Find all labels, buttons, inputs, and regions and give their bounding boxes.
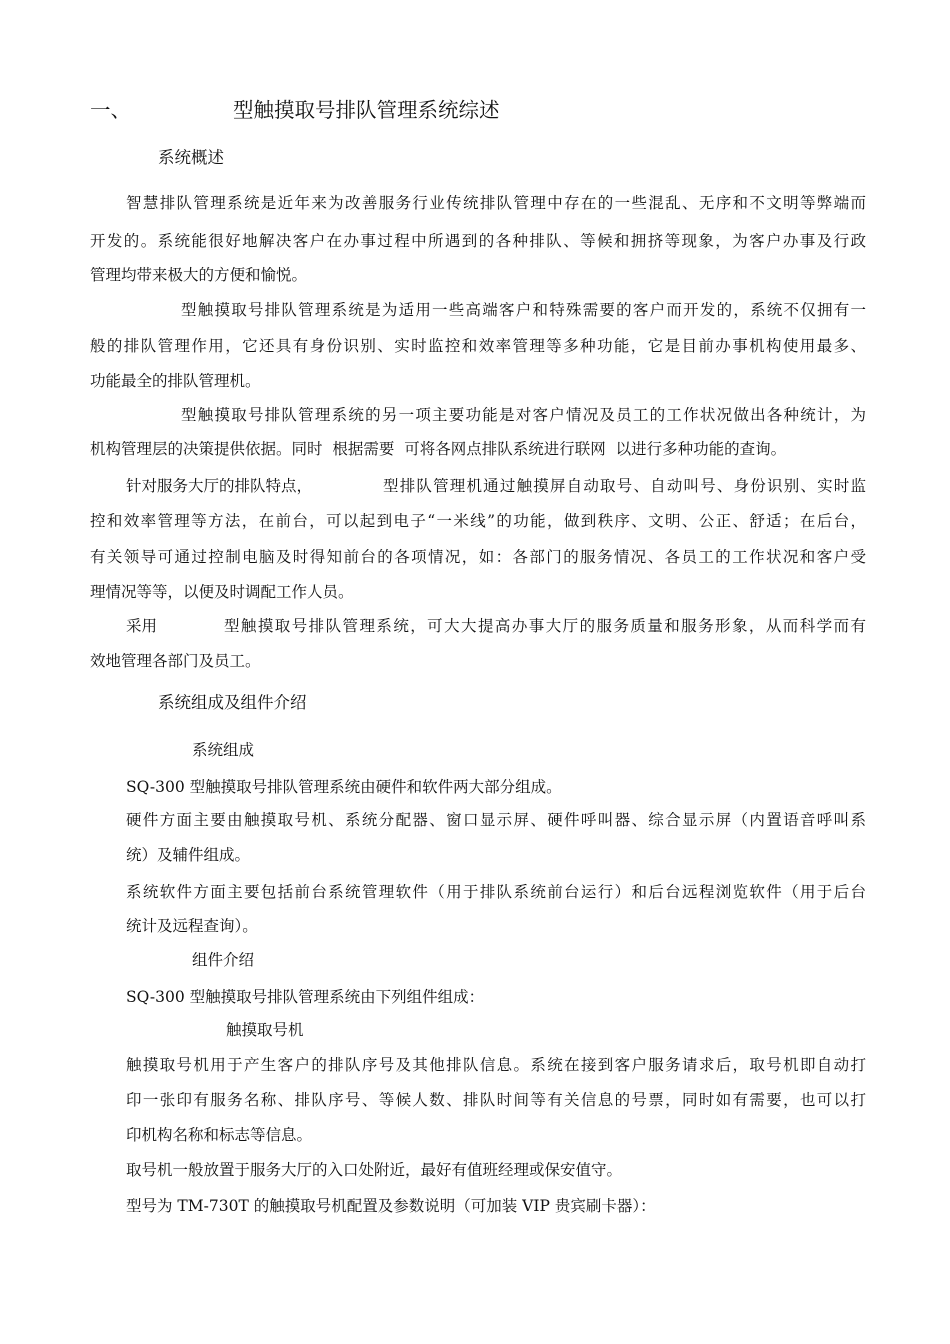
paragraph-line: 型排队管理机通过触摸屏自动取号、自动叫号、身份识别、实时监 — [383, 477, 866, 495]
paragraph-line: 理情况等等，以便及时调配工作人员。 — [90, 583, 354, 601]
paragraph-line: 印机构名称和标志等信息。 — [126, 1126, 313, 1144]
paragraph-line: 机构管理层的决策提供依据。同时 根据需要 可将各网点排队系统进行联网 以进行多种功能的查询。 — [90, 440, 787, 458]
paragraph-line: 型触摸取号排队管理系统的另一项主要功能是对客户情况及员工的工作状况做出各种统计，为 — [181, 406, 866, 424]
paragraph-line: SQ-300 型触摸取号排队管理系统由硬件和软件两大部分组成。 — [126, 778, 562, 796]
paragraph-line: 型触摸取号排队管理系统，可大大提高办事大厅的服务质量和服务形象，从而科学而有 — [224, 617, 866, 635]
document-title: 型触摸取号排队管理系统综述 — [233, 98, 500, 122]
section-number: 一、 — [90, 98, 131, 122]
paragraph-line: 有关领导可通过控制电脑及时得知前台的各项情况，如：各部门的服务情况、各员工的工作状况和客户受 — [90, 548, 866, 566]
paragraph-line: 般的排队管理作用，它还具有身份识别、实时监控和效率管理等多种功能，它是目前办事机构使用最多、 — [90, 337, 866, 355]
paragraph-line: SQ-300 型触摸取号排队管理系统由下列组件组成： — [126, 988, 485, 1006]
paragraph-line: 功能最全的排队管理机。 — [90, 372, 261, 390]
heading-system-composition: 系统组成及组件介绍 — [158, 693, 307, 712]
paragraph-line: 效地管理各部门及员工。 — [90, 652, 261, 670]
paragraph-line: 印一张印有服务名称、排队序号、等候人数、排队时间等有关信息的号票，同时如有需要，也可以打 — [126, 1091, 866, 1109]
paragraph-line: 统计及远程查询）。 — [126, 917, 258, 935]
paragraph-line: 管理均带来极大的方便和愉悦。 — [90, 266, 308, 284]
paragraph-line-lead: 针对服务大厅的排队特点， — [126, 477, 313, 495]
paragraph-line: 统）及辅件组成。 — [126, 846, 251, 864]
paragraph-line: 开发的。系统能很好地解决客户在办事过程中所遇到的各种排队、等候和拥挤等现象，为客户办事及行政 — [90, 232, 866, 250]
paragraph-line: 系统软件方面主要包括前台系统管理软件（用于排队系统前台运行）和后台远程浏览软件（用于后台 — [126, 883, 866, 901]
paragraph-line: 触摸取号机用于产生客户的排队序号及其他排队信息。系统在接到客户服务请求后，取号机即自动打 — [126, 1056, 866, 1074]
subheading-system-composition: 系统组成 — [192, 741, 255, 759]
subheading-components: 组件介绍 — [192, 951, 255, 969]
paragraph-line: 型号为 TM-730T 的触摸取号机配置及参数说明（可加装 VIP 贵宾刷卡器）： — [126, 1197, 656, 1215]
paragraph-line: 型触摸取号排队管理系统是为适用一些高端客户和特殊需要的客户而开发的，系统不仅拥有一 — [181, 301, 866, 319]
paragraph-line-lead: 采用 — [126, 617, 158, 635]
paragraph-line: 智慧排队管理系统是近年来为改善服务行业传统排队管理中存在的一些混乱、无序和不文明等弊端而 — [126, 194, 866, 212]
paragraph-line: 取号机一般放置于服务大厅的入口处附近，最好有值班经理或保安值守。 — [126, 1161, 623, 1179]
heading-system-overview: 系统概述 — [158, 148, 224, 167]
paragraph-line: 控和效率管理等方法，在前台，可以起到电子“一米线”的功能，做到秩序、文明、公正、舒适；在后台， — [90, 512, 866, 530]
paragraph-line: 硬件方面主要由触摸取号机、系统分配器、窗口显示屏、硬件呼叫器、综合显示屏（内置语音呼叫系 — [126, 811, 866, 829]
item-heading-touch-kiosk: 触摸取号机 — [226, 1021, 304, 1039]
